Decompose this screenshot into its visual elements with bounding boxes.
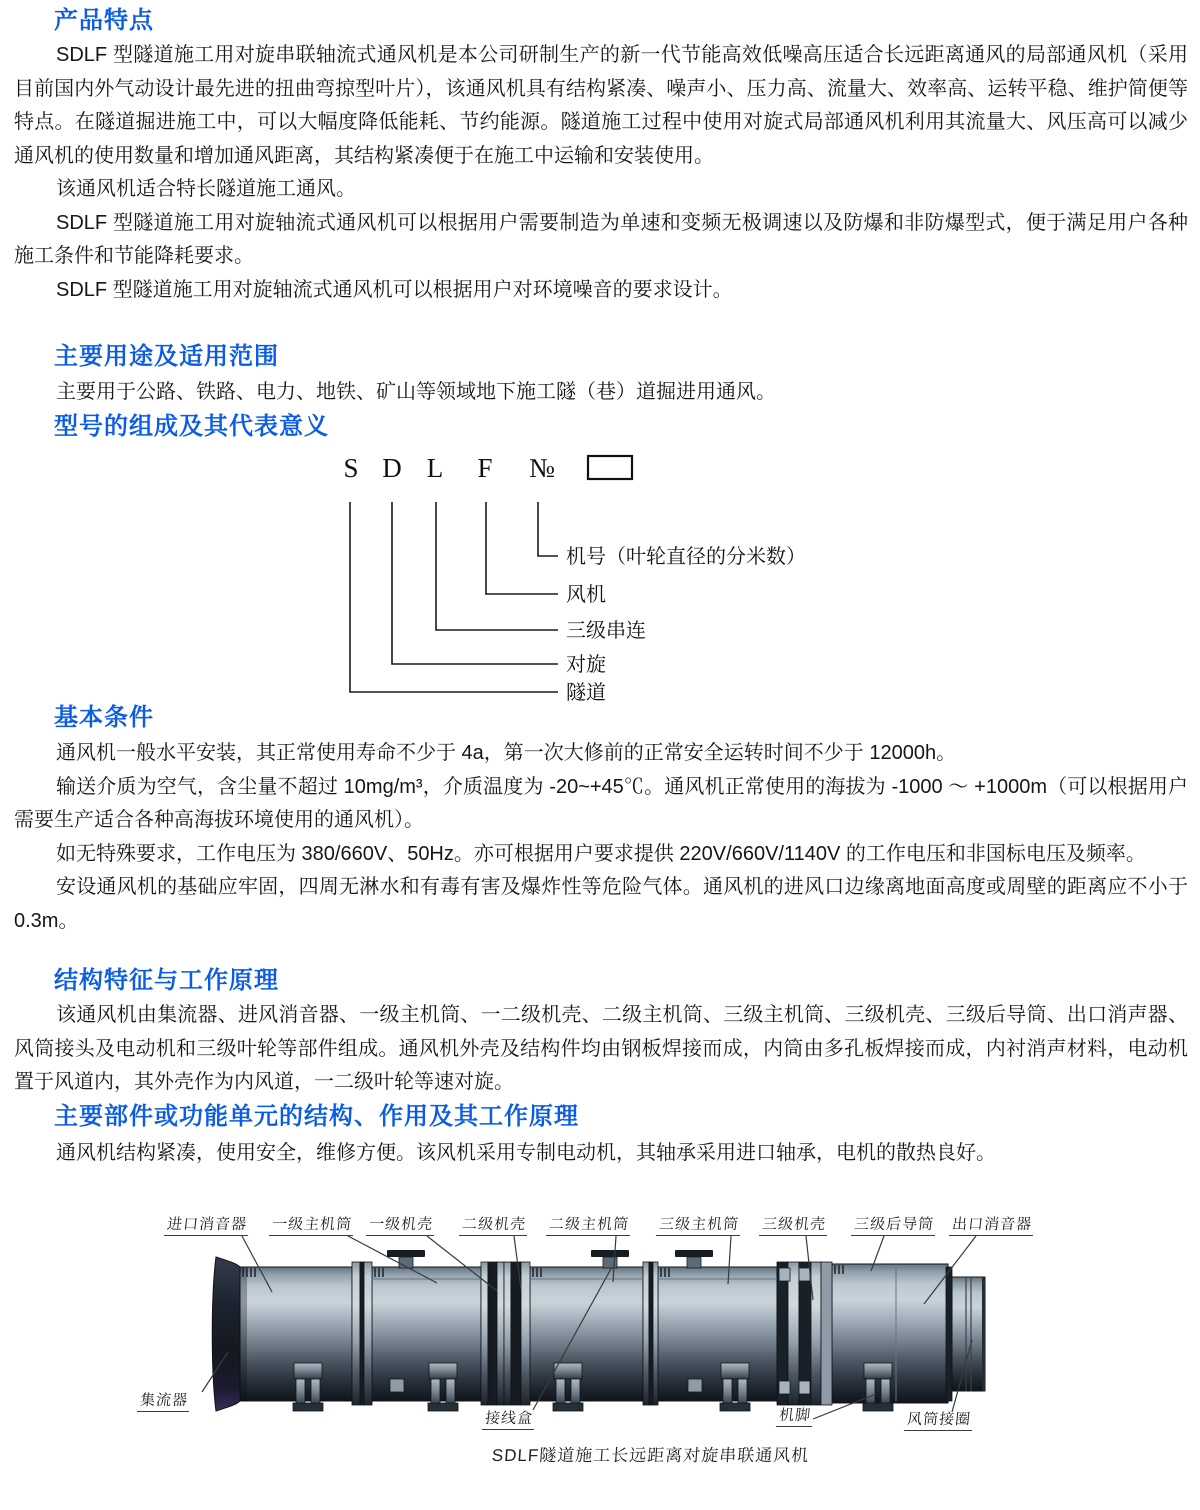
fan-label-stage2-casing: 二级机壳 (459, 1216, 529, 1236)
fan-label-stage3-casing: 三级机壳 (759, 1216, 829, 1236)
stage2-main-cylinder (530, 1267, 643, 1401)
model-label-tunnel: 隧道 (566, 682, 606, 704)
model-number-diagram (0, 450, 1200, 706)
fan-label-mounting-foot: 机脚 (776, 1407, 814, 1427)
paragraph: 安设通风机的基础应牢固，四周无淋水和有毒有害及爆炸性等危险气体。通风机的进风口边缘离地面高度或周壁的距离应不小于 0.3m。 (14, 876, 1188, 932)
paragraph: 输送介质为空气，含尘量不超过 10mg/m³，介质温度为 -20~+45℃。通风机正常使用的海拔为 -1000 ～ +1000m（可以根据用户需要生产适合各种高海拔环境使用的通风机）。 (14, 775, 1188, 831)
section-heading-product-features: 产品特点 (54, 7, 154, 34)
model-diagram-lines (350, 502, 558, 692)
fan-label-stage2-cylinder: 二级主机筒 (546, 1216, 632, 1236)
fan-label-stage3-cylinder: 三级主机筒 (656, 1216, 742, 1236)
section-heading-structure-principle: 结构特征与工作原理 (54, 967, 279, 994)
fan-label-stage1-casing: 一级机壳 (366, 1216, 436, 1236)
stage1-casing-gap (488, 1262, 497, 1405)
section-body-structure-principle (14, 999, 1188, 1100)
paragraph: 通风机结构紧凑，使用安全，维修方便。该风机采用专制电动机，其轴承采用进口轴承，电机的散热良好。 (56, 1142, 996, 1164)
model-label-fan-size: 机号（叶轮直径的分米数） (566, 546, 806, 568)
paragraph: 该通风机由集流器、进风消音器、一级主机筒、一二级机壳、二级主机筒、三级主机筒、三级机壳、三级后导筒、出口消声器、风筒接头及电动机和三级叶轮等部件组成。通风机外壳及结构件均由钢板焊接而成，内筒由多孔板焊接而成，内衬消声材料，电动机置于风道内，其外壳作为内风道，一二级叶轮等速对旋。 (14, 1004, 1188, 1093)
flange-gap (649, 1262, 653, 1405)
bell-shadow (240, 1267, 247, 1401)
model-letter-s: S (343, 453, 359, 483)
stage1-casing-band (497, 1262, 504, 1405)
model-letter-f: F (477, 453, 493, 483)
paragraph: SDLF 型隧道施工用对旋串联轴流式通风机是本公司研制生产的新一代节能高效低噪高压适合长远距离通风的局部通风机（采用目前国内外气动设计最先进的扭曲弯掠型叶片），该通风机具有结构紧凑、噪声小、压力高、流量大、效率高、运转平稳、维护简便等特点。在隧道掘进施工中，可以大幅度降低能耗、节约能源。隧道施工过程中使用对旋式局部通风机利用其流量大、风压高可以减少通风机的使用数量和增加通风距离，其结构紧凑便于在施工中运输和安装使用。 (14, 44, 1188, 167)
section-heading-model-composition: 型号的组成及其代表意义 (54, 413, 329, 440)
junction-box-bar (591, 1250, 629, 1257)
flange-band (364, 1262, 372, 1405)
stage2-casing-band (521, 1262, 530, 1405)
fan-label-duct-ring: 风筒接圈 (904, 1411, 974, 1431)
fan-assembly-drawing (0, 1205, 1200, 1470)
duct-connection-ring (952, 1277, 985, 1391)
top-fittings (387, 1250, 713, 1268)
model-letter-d: D (382, 453, 402, 483)
paragraph: 主要用于公路、铁路、电力、地铁、矿山等领域地下施工隧（巷）道掘进用通风。 (56, 381, 776, 403)
model-label-fan: 风机 (566, 584, 606, 606)
fan-label-outlet-silencer: 出口消音器 (949, 1216, 1035, 1236)
paragraph: SDLF 型隧道施工用对旋轴流式通风机可以根据用户需要制造为单速和变频无极调速以及防爆和非防爆型式，便于满足用户各种施工条件和节能降耗要求。 (14, 211, 1188, 267)
section-body-main-components (14, 1137, 1188, 1171)
top-fitting-bar (675, 1250, 713, 1257)
flange-band (653, 1262, 658, 1405)
stage2-casing-band (504, 1262, 511, 1405)
flange-band (643, 1262, 649, 1405)
stage3-casing-mid (821, 1262, 832, 1405)
fan-drawing-caption: SDLF隧道施工长远距离对旋串联通风机 (491, 1446, 810, 1465)
paragraph: 如无特殊要求，工作电压为 380/660V、50Hz。亦可根据用户要求提供 220V/660V/1140V 的工作电压和非国标电压及频率。 (56, 842, 1146, 865)
model-label-counter-rotating: 对旋 (566, 654, 606, 676)
outlet-end-cap (946, 1267, 952, 1401)
fan-label-junction-box: 接线盒 (482, 1410, 536, 1430)
stage3-main-cylinder (658, 1267, 777, 1401)
model-letter-no: № (529, 453, 555, 483)
section-body-main-uses (14, 376, 1188, 410)
section-body-product-features (14, 39, 1188, 307)
section-body-basic-conditions (14, 737, 1188, 938)
stage3-casing-band (811, 1262, 821, 1405)
inlet-silencer-cylinder (238, 1267, 352, 1401)
section-heading-main-components: 主要部件或功能单元的结构、作用及其工作原理 (54, 1103, 579, 1130)
section-heading-basic-conditions: 基本条件 (54, 704, 154, 731)
flange-band (352, 1262, 360, 1405)
top-fitting-bar (387, 1250, 425, 1257)
fan-cylinders (238, 1264, 948, 1403)
ring-edge (982, 1277, 985, 1391)
paragraph: 该通风机适合特长隧道施工通风。 (56, 178, 356, 200)
stage2-casing-gap (511, 1262, 521, 1405)
flange-gap (360, 1262, 364, 1405)
fan-label-stage1-cylinder: 一级主机筒 (269, 1216, 355, 1236)
model-label-three-stage: 三级串连 (566, 620, 646, 642)
model-letter-l: L (426, 453, 444, 483)
fan-label-rear-guide-duct: 三级后导筒 (851, 1216, 937, 1236)
paragraph: SDLF 型隧道施工用对旋轴流式通风机可以根据用户对环境噪音的要求设计。 (56, 278, 733, 301)
fan-label-inlet-silencer: 进口消音器 (164, 1216, 250, 1236)
bell-mouth (212, 1257, 240, 1411)
top-fitting-stem (687, 1257, 701, 1268)
stage1-main-cylinder (372, 1267, 481, 1401)
section-heading-main-uses: 主要用途及适用范围 (54, 343, 279, 370)
model-number-box (588, 456, 632, 479)
paragraph: 通风机一般水平安装，其正常使用寿命不少于 4a，第一次大修前的正常安全运转时间不少于 12000h。 (56, 742, 957, 764)
fan-label-bell-mouth: 集流器 (137, 1392, 191, 1412)
